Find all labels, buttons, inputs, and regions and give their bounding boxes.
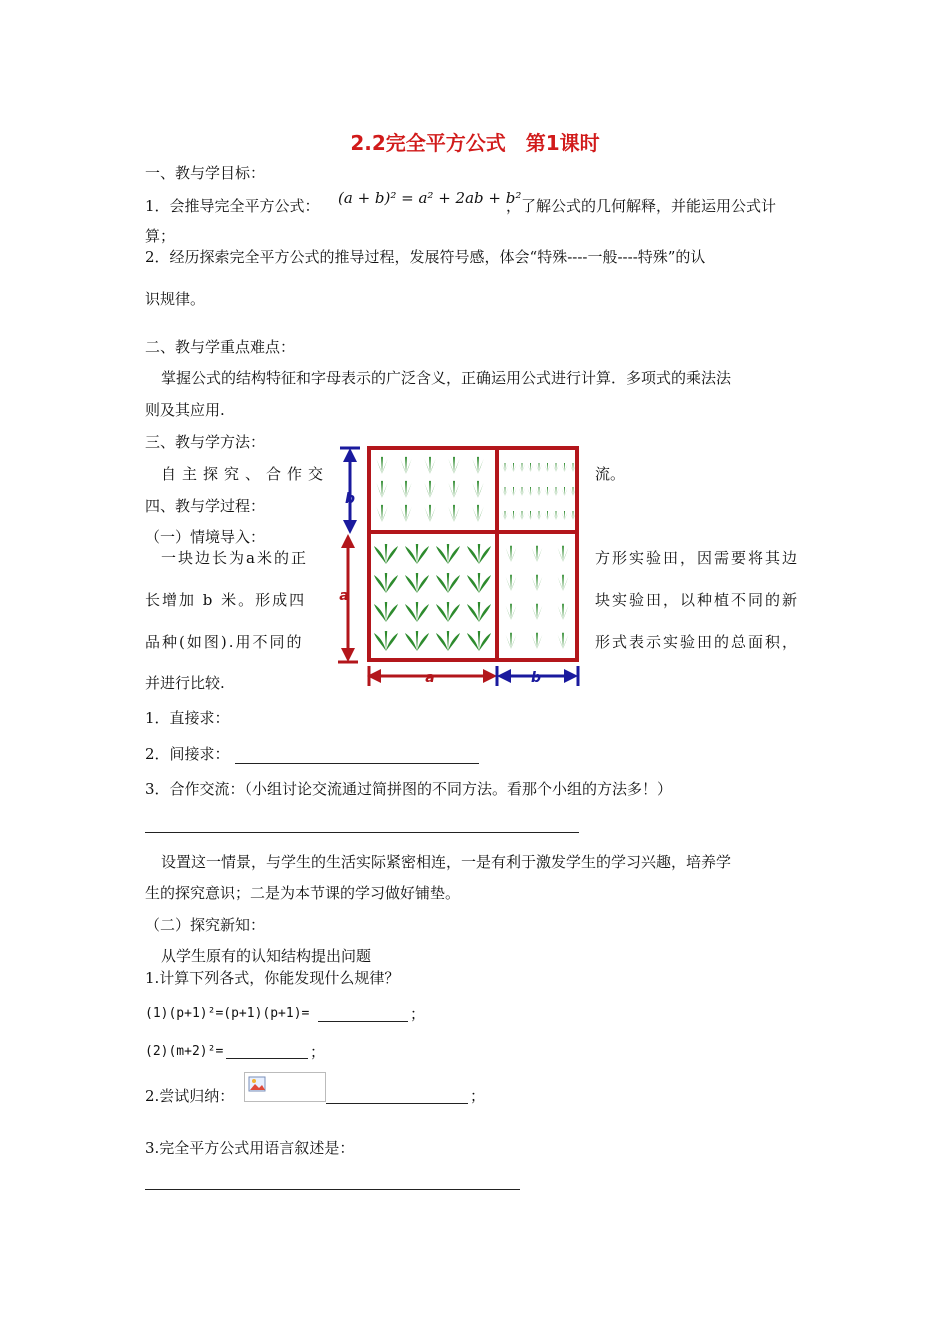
para-right-2: 块实验田，以种植不同的新 bbox=[595, 591, 800, 609]
para-4: 并进行比较. bbox=[145, 674, 225, 692]
area-diagram bbox=[330, 440, 590, 690]
answer-line-3[interactable] bbox=[145, 831, 579, 833]
answer-eq-2[interactable] bbox=[226, 1057, 308, 1059]
plant-icon bbox=[506, 633, 517, 649]
plant-icon bbox=[558, 546, 569, 562]
methods-heading: 三、教与学方法： bbox=[145, 433, 266, 451]
plant-icon bbox=[553, 487, 559, 496]
plant-icon bbox=[562, 511, 568, 520]
label-a-horizontal: a bbox=[425, 670, 435, 686]
plant-icon bbox=[506, 575, 517, 591]
plant-icon bbox=[519, 487, 525, 496]
plant-icon bbox=[558, 604, 569, 620]
plant-icon bbox=[405, 544, 429, 564]
plant-icon bbox=[448, 457, 459, 474]
sub-heading-2: （二）探究新知： bbox=[145, 916, 266, 934]
semicolon-2: ； bbox=[310, 1043, 326, 1061]
plant-icon bbox=[502, 511, 508, 520]
question-3: 3．合作交流：（小组讨论交流通过简拼图的不同方法。看那个小组的方法多！） bbox=[145, 780, 673, 798]
plant-icon bbox=[532, 575, 543, 591]
answer-eq-1[interactable] bbox=[318, 1020, 408, 1022]
plant-icon bbox=[436, 544, 460, 564]
plant-icon bbox=[545, 511, 551, 520]
process-heading: 四、教与学过程： bbox=[145, 497, 266, 515]
plant-icon bbox=[405, 602, 429, 622]
broken-image-icon bbox=[244, 1072, 326, 1102]
plant-icon bbox=[472, 481, 483, 498]
induce-label: 2.尝试归纳： bbox=[145, 1087, 235, 1105]
plant-icon bbox=[553, 463, 559, 472]
plant-icon bbox=[562, 463, 568, 472]
plant-icon bbox=[536, 463, 542, 472]
semicolon-3: ； bbox=[470, 1087, 486, 1105]
plant-icon bbox=[519, 463, 525, 472]
plant-icon bbox=[502, 487, 508, 496]
answer-language[interactable] bbox=[145, 1188, 520, 1190]
plant-icon bbox=[374, 602, 398, 622]
plant-icon bbox=[506, 546, 517, 562]
plant-icon bbox=[532, 546, 543, 562]
plant-icon bbox=[405, 631, 429, 651]
plant-icon bbox=[467, 602, 491, 622]
plant-icon bbox=[448, 481, 459, 498]
label-b-vertical: b bbox=[344, 491, 356, 507]
label-a-vertical: a bbox=[339, 588, 349, 604]
key-heading: 二、教与学重点难点： bbox=[145, 338, 296, 356]
plant-icon bbox=[424, 505, 435, 522]
key-line-2: 则及其应用. bbox=[145, 401, 225, 419]
para-right-3: 形式表示实验田的总面积， bbox=[595, 633, 800, 651]
plant-icon bbox=[532, 604, 543, 620]
plant-icon bbox=[467, 544, 491, 564]
formula: (a + b)² = a² + 2ab + b² bbox=[338, 189, 522, 207]
plant-icon bbox=[436, 602, 460, 622]
plant-icon bbox=[511, 487, 517, 496]
plant-icon bbox=[536, 487, 542, 496]
plant-icon bbox=[519, 511, 525, 520]
language-label: 3.完全平方公式用语言叙述是： bbox=[145, 1139, 355, 1157]
plant-icon bbox=[545, 463, 551, 472]
plant-icon bbox=[472, 457, 483, 474]
key-line-1: 掌握公式的结构特征和字母表示的广泛含义，正确运用公式进行计算．多项式的乘法法 bbox=[161, 369, 732, 387]
plant-icon bbox=[374, 544, 398, 564]
plant-icon bbox=[528, 463, 534, 472]
question-1: 1．直接求： bbox=[145, 709, 230, 727]
plant-icon bbox=[467, 573, 491, 593]
plant-icon bbox=[374, 631, 398, 651]
goal-1-suffix: ，了解公式的几何解释，并能运用公式计 bbox=[506, 197, 777, 215]
goal-2: 2．经历探索完全平方公式的推导过程，发展符号感，体会“特殊----一般----特殊”的认 bbox=[145, 248, 706, 266]
answer-induce[interactable] bbox=[326, 1102, 468, 1104]
design-line-2: 生的探究意识；二是为本节课的学习做好铺垫。 bbox=[145, 884, 461, 902]
answer-line-2[interactable] bbox=[235, 762, 479, 764]
methods-right: 流。 bbox=[595, 465, 626, 483]
plant-icon bbox=[553, 511, 559, 520]
equation-1: (1)(p+1)²=(p+1)(p+1)= bbox=[145, 1006, 310, 1021]
semicolon-1: ； bbox=[410, 1005, 426, 1023]
plant-icon bbox=[400, 481, 411, 498]
plant-icon bbox=[502, 463, 508, 472]
plant-icon bbox=[532, 633, 543, 649]
plant-icon bbox=[436, 573, 460, 593]
plant-icon bbox=[448, 505, 459, 522]
methods-left: 自主探究、合作交 bbox=[161, 465, 330, 483]
plant-icon bbox=[528, 487, 534, 496]
plant-icon bbox=[528, 511, 534, 520]
plant-icon bbox=[376, 457, 387, 474]
plant-icon bbox=[511, 511, 517, 520]
goals-heading: 一、教与学目标： bbox=[145, 164, 266, 182]
goal-2-cont: 识规律。 bbox=[145, 290, 206, 308]
plant-icon bbox=[376, 505, 387, 522]
plant-icon bbox=[558, 633, 569, 649]
plant-icon bbox=[467, 631, 491, 651]
equation-2: (2)(m+2)²= bbox=[145, 1044, 224, 1059]
sub-heading-1: （一）情境导入： bbox=[145, 528, 266, 546]
plant-icon bbox=[558, 575, 569, 591]
plant-icon bbox=[472, 505, 483, 522]
plant-icon bbox=[545, 487, 551, 496]
calc-instruction: 1.计算下列各式，你能发现什么规律？ bbox=[145, 969, 400, 987]
goal-1-cont: 算； bbox=[145, 227, 176, 245]
para-right-1: 方形实验田，因需要将其边 bbox=[595, 549, 800, 567]
plant-icon bbox=[506, 604, 517, 620]
plant-icon bbox=[376, 481, 387, 498]
para-left-1: 一块边长为a米的正 bbox=[161, 549, 308, 567]
plant-icon bbox=[405, 573, 429, 593]
design-line-1: 设置这一情景，与学生的生活实际紧密相连，一是有利于激发学生的学习兴趣，培养学 bbox=[161, 853, 732, 871]
plant-icon bbox=[424, 481, 435, 498]
plant-icon bbox=[511, 463, 517, 472]
page-title: 2.2完全平方公式 第1课时 bbox=[350, 131, 600, 155]
question-2: 2．间接求： bbox=[145, 745, 230, 763]
plant-icon bbox=[400, 457, 411, 474]
label-b-horizontal: b bbox=[530, 670, 542, 686]
plant-icon bbox=[374, 573, 398, 593]
from-text: 从学生原有的认知结构提出问题 bbox=[161, 947, 372, 965]
para-left-3: 品种(如图).用不同的 bbox=[145, 633, 304, 651]
plant-icon bbox=[536, 511, 542, 520]
plant-icon bbox=[400, 505, 411, 522]
plant-icon bbox=[562, 487, 568, 496]
goal-1-prefix: 1．会推导完全平方公式： bbox=[145, 197, 320, 215]
plant-icon bbox=[424, 457, 435, 474]
para-left-2: 长增加 b 米。形成四 bbox=[145, 591, 307, 609]
plant-icon bbox=[436, 631, 460, 651]
